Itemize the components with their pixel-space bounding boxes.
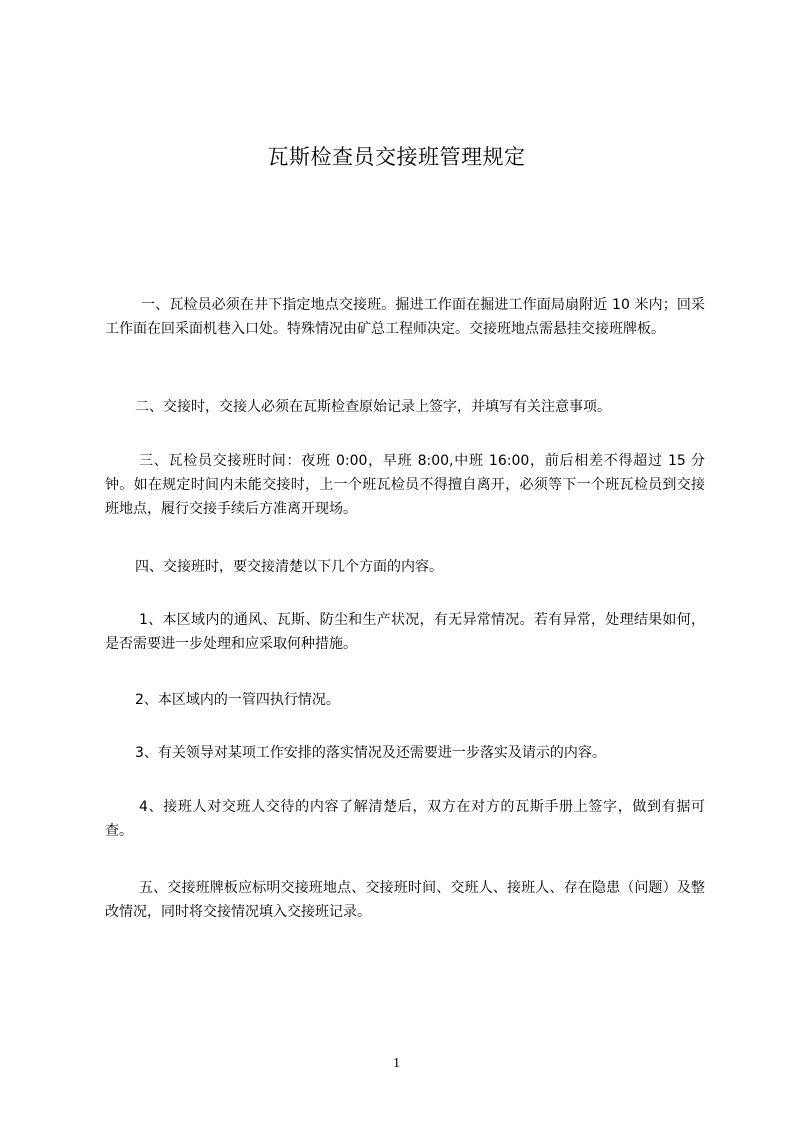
- paragraph-1-handover-location: 一、瓦检员必须在井下指定地点交接班。掘进工作面在掘进工作面局扇附近 10 米内；回采工作面在回采面机巷入口处。特殊情况由矿总工程师决定。交接班地点需悬挂交接班牌板。: [105, 297, 705, 337]
- paragraph-4-handover-content: 四、交接班时，要交接清楚以下几个方面的内容。: [135, 559, 443, 575]
- paragraph-2-signature: 二、交接时，交接人必须在瓦斯检查原始记录上签字，并填写有关注意事项。: [135, 399, 611, 415]
- page-number: 1: [393, 1056, 400, 1071]
- paragraph-7-item-3: 3、有关领导对某项工作安排的落实情况及还需要进一步落实及请示的内容。: [135, 745, 606, 761]
- paragraph-6-item-2: 2、本区域内的一管四执行情况。: [135, 692, 340, 708]
- paragraph-8-item-4: 4、接班人对交班人交待的内容了解清楚后，双方在对方的瓦斯手册上签字，做到有据可查。: [105, 799, 705, 839]
- paragraph-3-handover-time: 三、瓦检员交接班时间：夜班 0:00，早班 8:00,中班 16:00，前后相差不得超过 15 分钟。如在规定时间内未能交接时，上一个班瓦检员不得擅自离开，必须等下一个班瓦检员到交接班地点，履行交接手续后方准离开现场。: [105, 453, 705, 517]
- paragraph-9-board-content: 五、交接班牌板应标明交接班地点、交接班时间、交班人、接班人、存在隐患（问题）及整改情况，同时将交接情况填入交接班记录。: [105, 880, 705, 920]
- document-title: 瓦斯检查员交接班管理规定: [267, 145, 526, 169]
- paragraph-5-item-1: 1、本区域内的通风、瓦斯、防尘和生产状况，有无异常情况。若有异常，处理结果如何，是否需要进一步处理和应采取何种措施。: [105, 612, 705, 652]
